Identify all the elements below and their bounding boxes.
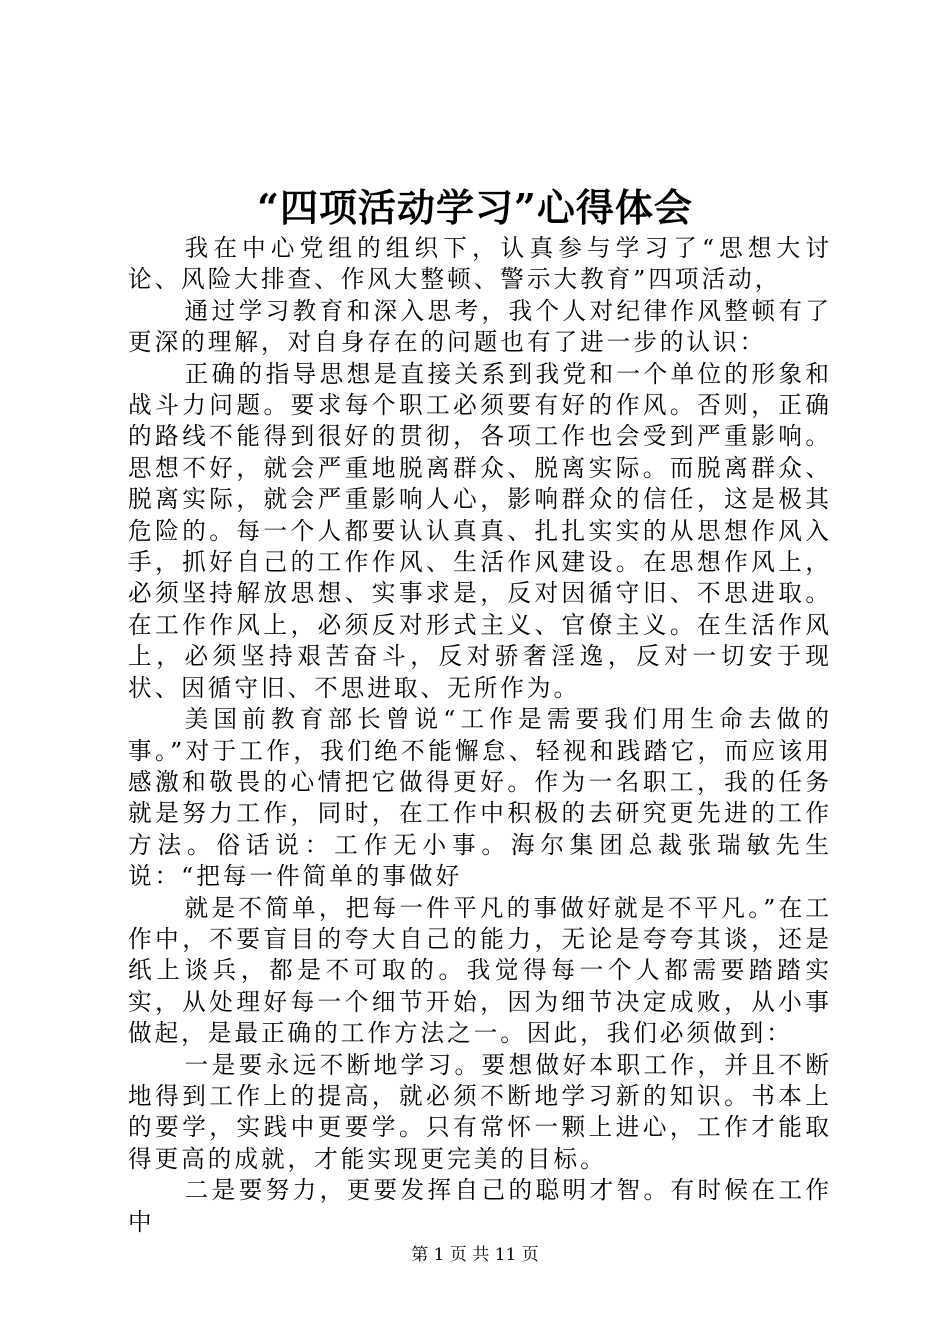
paragraph: 一是要永远不断地学习。要想做好本职工作，并且不断地得到工作上的提高，就必须不断地学习新的知识。书本上的要学，实践中更要学。只有常怀一颗上进心，工作才能取得更高的成就，才能实现更完美的目标。 [128, 1050, 832, 1173]
page-footer: 第 1 页 共 11 页 [411, 1245, 539, 1265]
document-body [128, 233, 832, 1238]
document-title: “四项活动学习”心得体会 [257, 185, 693, 230]
paragraph: 通过学习教育和深入思考，我个人对纪律作风整顿有了更深的理解，对自身存在的问题也有了进一步的认识： [128, 296, 832, 357]
paragraph: 我在中心党组的组织下，认真参与学习了“思想大讨论、风险大排查、作风大整顿、警示大教育”四项活动， [128, 234, 832, 294]
paragraph: 二是要努力，更要发挥自己的聪明才智。有时候在工作中 [128, 1176, 832, 1236]
paragraph: 美国前教育部长曾说“工作是需要我们用生命去做的事。”对于工作，我们绝不能懈怠、轻视和践踏它，而应该用感激和敬畏的心情把它做得更好。作为一名职工，我的任务就是努力工作，同时，在工作中积极的去研究更先进的工作方法。俗话说：工作无小事。海尔集团总裁张瑞敏先生说：“把每一件简单的事做好 [128, 705, 832, 891]
paragraph: 就是不简单，把每一件平凡的事做好就是不平凡。”在工作中，不要盲目的夸大自己的能力，无论是夸夸其谈，还是纸上谈兵，都是不可取的。我觉得每一个人都需要踏踏实实，从处理好每一个细节开始，因为细节决定成败，从小事做起，是最正确的工作方法之一。因此，我们必须做到： [128, 893, 832, 1048]
paragraph: 正确的指导思想是直接关系到我党和一个单位的形象和战斗力问题。要求每个职工必须要有好的作风。否则，正确的路线不能得到很好的贯彻，各项工作也会受到严重影响。思想不好，就会严重地脱离群众、脱离实际。而脱离群众、脱离实际，就会严重影响人心，影响群众的信任，这是极其危险的。每一个人都要认认真真、扎扎实实的从思想作风入手，抓好自己的工作作风、生活作风建设。在思想作风上，必须坚持解放思想、实事求是，反对因循守旧、不思进取。在工作作风上，必须反对形式主义、官僚主义。在生活作风上，必须坚持艰苦奋斗，反对骄奢淫逸，反对一切安于现状、因循守旧、不思进取、无所作为。 [128, 359, 832, 702]
